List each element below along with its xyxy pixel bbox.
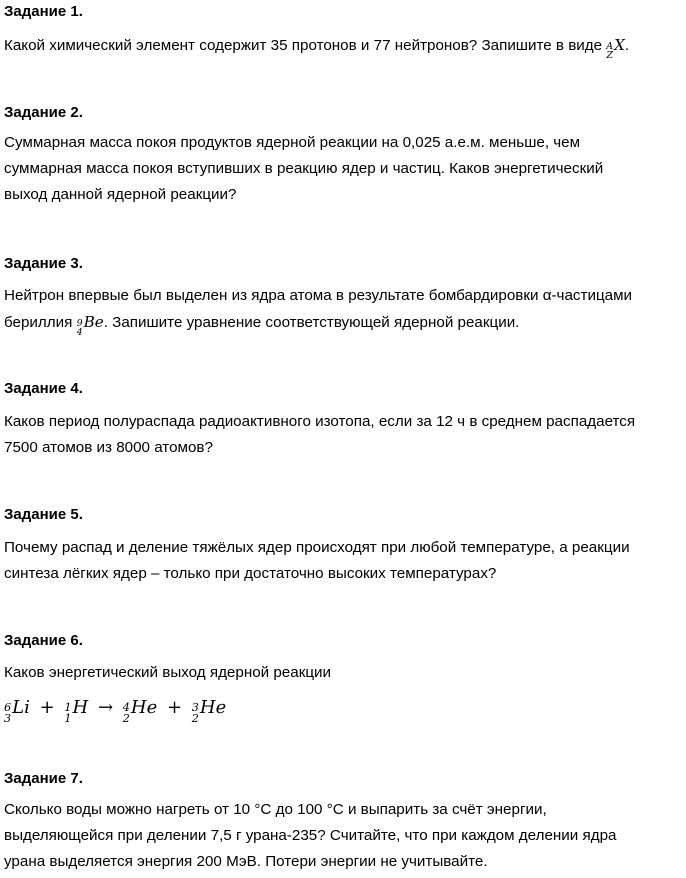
helium3-symbol: He [199, 697, 227, 718]
task-4-text [4, 409, 680, 461]
task-6-title: Задание 6. [4, 632, 83, 649]
hydrogen-mass: 1 [64, 701, 72, 715]
task-7-line-2: выделяющейся при делении 7,5 г урана-235? Считайте, что при каждом делении ядра [4, 827, 617, 844]
plus-sign-2: + [166, 697, 183, 718]
task-2-title: Задание 2. [4, 104, 83, 121]
task-5-text [4, 535, 680, 587]
task-1-line-1-text: Какой химический элемент содержит 35 протонов и 77 нейтронов? Запишите в виде [4, 37, 607, 54]
task-1-notation [606, 32, 625, 62]
task-7-text [4, 797, 680, 875]
task-7-title: Задание 7. [4, 770, 83, 787]
lithium-mass: 6 [4, 701, 12, 715]
task-7-line-1: Сколько воды можно нагреть от 10 °С до 100 °С и выпарить за счёт энергии, [4, 801, 547, 818]
task-2-line-3: выход данной ядерной реакции? [4, 186, 237, 203]
task-2-text [4, 130, 680, 208]
task-3-title: Задание 3. [4, 255, 83, 272]
task-2-line-2: суммарная масса покоя вступивших в реакцию ядер и частиц. Каков энергетический [4, 160, 604, 177]
task-3-line-2 [4, 309, 680, 339]
task-5-line-2: синтеза лёгких ядер – только при достаточно высоких температурах? [4, 565, 497, 582]
task-1-line-1 [4, 32, 680, 62]
task-5-line-1: Почему распад и деление тяжёлых ядер происходят при любой температуре, а реакции [4, 539, 630, 556]
beryllium-nuclide [77, 309, 104, 339]
task-3-text [4, 283, 680, 339]
task-5-title: Задание 5. [4, 506, 83, 523]
beryllium-mass: 9 [76, 317, 83, 329]
helium3-charge: 2 [191, 712, 199, 726]
helium3-nuclide [192, 694, 226, 726]
task-4-line-1: Каков период полураспада радиоактивного изотопа, если за 12 ч в среднем распадается [4, 413, 636, 430]
plus-sign: + [39, 697, 55, 718]
hydrogen-nuclide [64, 694, 88, 726]
task-1-title: Задание 1. [4, 3, 83, 20]
task-1-mass: A [606, 40, 614, 52]
nuclear-reaction-equation [4, 694, 226, 726]
reaction-arrow: → [97, 697, 114, 718]
task-2-line-1: Суммарная масса покоя продуктов ядерной реакции на 0,025 а.е.м. меньше, чем [4, 134, 581, 151]
task-1-symbol: X [614, 36, 625, 54]
task-1-charge: Z [606, 50, 614, 62]
task-3-line-1: Нейтрон впервые был выделен из ядра атома в результате бомбардировки α-частицами [4, 287, 633, 304]
helium4-nuclide [123, 694, 157, 726]
task-1-text [4, 32, 680, 62]
task-3-line-2-end: . Запишите уравнение соответствующей ядерной реакции. [103, 314, 520, 331]
hydrogen-symbol: H [72, 697, 89, 718]
lithium-charge: 3 [4, 712, 12, 726]
task-6-text [4, 660, 680, 686]
helium3-mass: 3 [191, 701, 199, 715]
task-4-title: Задание 4. [4, 380, 83, 397]
task-6-line-1: Каков энергетический выход ядерной реакции [4, 664, 332, 681]
lithium-symbol: Li [12, 697, 30, 718]
task-4-line-2: 7500 атомов из 8000 атомов? [4, 439, 213, 456]
task-1-trail: . [624, 37, 630, 54]
helium4-charge: 2 [122, 712, 130, 726]
task-3-line-2-start: бериллия [4, 314, 77, 331]
beryllium-symbol: Be [83, 313, 104, 331]
lithium-nuclide [4, 694, 30, 726]
helium4-symbol: He [130, 697, 158, 718]
hydrogen-charge: 1 [64, 712, 72, 726]
helium4-mass: 4 [122, 701, 130, 715]
task-7-line-3: урана выделяется энергия 200 МэВ. Потери энергии не учитывайте. [4, 853, 488, 870]
beryllium-charge: 4 [76, 327, 83, 339]
